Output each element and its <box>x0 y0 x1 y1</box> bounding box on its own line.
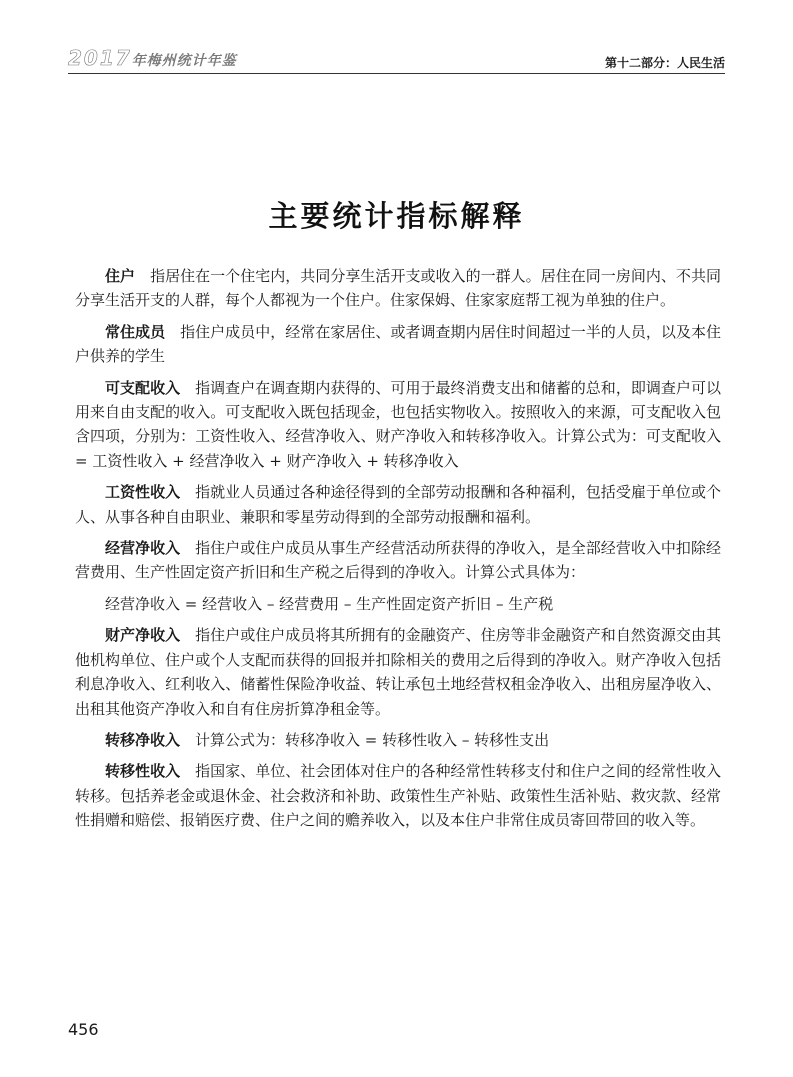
definition-term: 工资性收入 <box>105 483 181 502</box>
header-divider <box>68 73 725 74</box>
definition-term: 转移性收入 <box>105 762 181 781</box>
definition-resident-member <box>75 320 721 369</box>
definition-text: 指居住在一个住宅内，共同分享生活开支或收入的一群人。居住在同一房间内、不共同分享生活开支的人群，每个人都视为一个住户。住家保姆、住家家庭帮工视为单独的住户。 <box>75 267 721 310</box>
definition-net-transfer-income <box>75 728 721 752</box>
definition-text: 计算公式为：转移净收入 = 转移性收入 – 转移性支出 <box>195 730 550 749</box>
definition-disposable-income <box>75 376 721 474</box>
page-number: 456 <box>68 1020 99 1039</box>
definition-term: 财产净收入 <box>105 626 181 645</box>
yearbook-year: 2017 <box>68 46 132 70</box>
definition-net-property-income <box>75 623 721 721</box>
definition-term: 住户 <box>105 267 136 285</box>
definition-household <box>75 264 721 313</box>
yearbook-title <box>68 46 237 70</box>
definition-text: 指住户或住户成员将其所拥有的金融资产、住房等非金融资产和自然资源交由其他机构单位、住户或个人支配而获得的回报并扣除相关的费用之后得到的净收入。财产净收入包括利息净收入、红利收入、储蓄性保险净收益、转让承包土地经营权租金净收入、出租房屋净收入、出租其他资产净收入和自有住房折算净租金等。 <box>75 626 721 718</box>
definition-text: 指就业人员通过各种途径得到的全部劳动报酬和各种福利，包括受雇于单位或个人、从事各种自由职业、兼职和零星劳动得到的全部劳动报酬和福利。 <box>75 483 721 526</box>
definition-text: 指住户成员中，经常在家居住、或者调查期内居住时间超过一半的人员，以及本住户供养的学生 <box>75 322 721 366</box>
definition-text: 指国家、单位、社会团体对住户的各种经常性转移支付和住户之间的经常性收入转移。包括养老金或退休金、社会救济和补助、政策性生产补贴、政策性生活补贴、救灾款、经常性捐赠和赔偿、报销医疗费、住户之间的赡养收入，以及本住户非常住成员寄回带回的收入等。 <box>75 762 721 830</box>
page-header <box>68 42 725 74</box>
page-title: 主要统计指标解释 <box>268 199 525 234</box>
definition-term: 常住成员 <box>105 322 166 341</box>
definition-term: 经营净收入 <box>105 539 181 558</box>
formula-net-operating-income: 经营净收入 = 经营收入 – 经营费用 – 生产性固定资产折旧 – 生产税 <box>105 594 554 613</box>
definition-text: 指调查户在调查期内获得的、可用于最终消费支出和储蓄的总和，即调查户可以用来自由支配的收入。可支配收入既包括现金，也包括实物收入。按照收入的来源，可支配收入包含四项，分别为：工资性收入、经营净收入、财产净收入和转移净收入。计算公式为：可支配收入 = 工资性收入 + 经营净收入 + 财产净收入 + 转移净收入 <box>75 378 721 470</box>
definition-text: 指住户或住户成员从事生产经营活动所获得的净收入，是全部经营收入中扣除经营费用、生产性固定资产折旧和生产税之后得到的净收入。计算公式具体为： <box>75 539 721 582</box>
definition-term: 转移净收入 <box>105 730 181 749</box>
definition-transfer-income <box>75 759 721 832</box>
definition-net-operating-income <box>75 536 721 585</box>
definition-term: 可支配收入 <box>105 378 181 397</box>
definition-wage-income <box>75 480 721 529</box>
definitions-body <box>75 264 721 840</box>
yearbook-name: 年梅州统计年鉴 <box>131 53 237 69</box>
section-label: 第十二部分：人民生活 <box>604 56 725 70</box>
